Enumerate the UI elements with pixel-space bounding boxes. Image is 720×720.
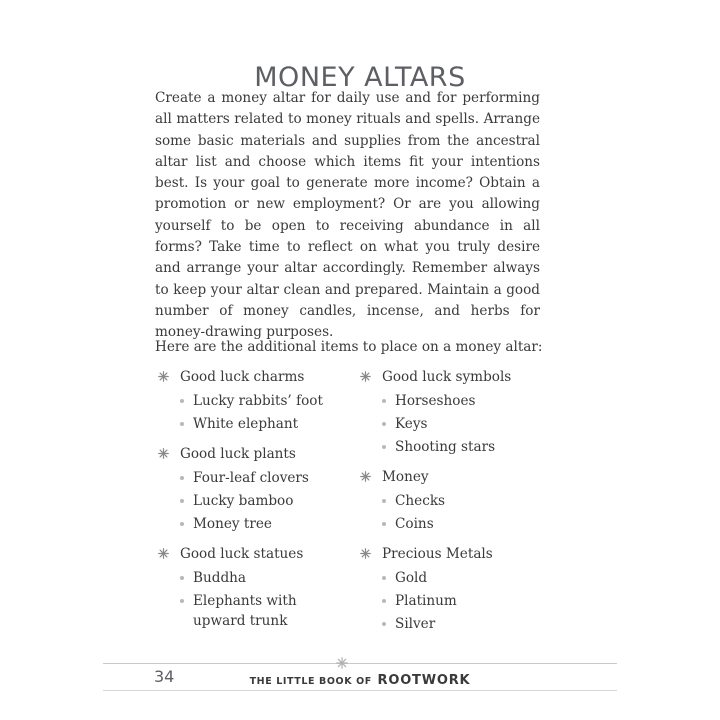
bullet-dot-icon: [180, 522, 184, 526]
list-item: [360, 491, 560, 511]
list-heading: [360, 366, 560, 389]
list-item-label: Lucky rabbits’ foot: [193, 393, 323, 409]
body-paragraph: Create a money altar for daily use and for performing all matters related to money rituals and spells. Arrange some basic materials and supplies from the ancestral altar list and choose which items fit your intentions best. Is your goal to generate more income? Obtain a promotion or new employment? Or are you allowing yourself to be open to receiving abundance in all forms? Take time to reflect on what you truly desire and arrange your altar accordingly. Remember always to keep your altar clean and prepared. Maintain a good number of money candles, incense, and herbs for money-drawing purposes.: [155, 90, 540, 341]
bullet-dot-icon: [382, 445, 386, 449]
list-heading: [360, 543, 560, 566]
sub-list: [158, 568, 348, 631]
list-item-label: Gold: [395, 570, 428, 586]
starburst-icon: [158, 448, 169, 459]
list-group: [360, 543, 560, 634]
list-item-label: Lucky bamboo: [193, 493, 294, 509]
list-item: [158, 568, 348, 588]
bullet-dot-icon: [180, 576, 184, 580]
running-head: [0, 669, 720, 688]
list-item: [360, 591, 560, 611]
running-head-prefix: THE LITTLE BOOK OF: [249, 676, 372, 687]
list-item-label: Platinum: [395, 593, 457, 609]
list-heading-label: Good luck plants: [180, 446, 296, 462]
list-group: [158, 366, 348, 434]
list-heading: [158, 443, 348, 466]
bullet-dot-icon: [180, 399, 184, 403]
bullet-dot-icon: [180, 476, 184, 480]
sub-list: [360, 491, 560, 534]
running-head-title: ROOTWORK: [377, 673, 471, 688]
list-item: [360, 614, 560, 634]
list-intro: Here are the additional items to place on a money altar:: [155, 339, 543, 355]
list-item: [360, 391, 560, 411]
bullet-dot-icon: [382, 522, 386, 526]
sub-list: [158, 391, 348, 434]
page-title: MONEY ALTARS: [254, 62, 466, 94]
bullet-dot-icon: [382, 499, 386, 503]
list-item: [158, 514, 348, 534]
list-item-label: Horseshoes: [395, 393, 476, 409]
sub-list: [360, 391, 560, 457]
list-item-label: Elephants with upward trunk: [193, 593, 297, 629]
page-number: 34: [154, 667, 175, 686]
bullet-dot-icon: [382, 422, 386, 426]
starburst-icon: [360, 471, 371, 482]
bullet-dot-icon: [382, 622, 386, 626]
list-group: [360, 366, 560, 457]
list-item-label: Silver: [395, 616, 436, 632]
starburst-icon: [336, 657, 348, 669]
footer-rule: [103, 663, 617, 664]
list-item-label: Coins: [395, 516, 434, 532]
footer-rule-bottom: [103, 690, 617, 691]
list-item-label: Shooting stars: [395, 439, 496, 455]
list-item-label: Money tree: [193, 516, 272, 532]
left-list-column: [158, 366, 348, 640]
list-item-label: Four-leaf clovers: [193, 470, 309, 486]
list-heading-label: Good luck symbols: [382, 369, 512, 385]
starburst-icon: [158, 548, 169, 559]
list-item: [158, 468, 348, 488]
list-group: [158, 443, 348, 534]
list-heading: [360, 466, 560, 489]
list-heading-label: Precious Metals: [382, 546, 493, 562]
list-item: [360, 514, 560, 534]
list-item: [158, 591, 303, 631]
list-item-label: Checks: [395, 493, 446, 509]
list-item-label: White elephant: [193, 416, 299, 432]
list-group: [158, 543, 348, 631]
bullet-dot-icon: [180, 499, 184, 503]
right-list-column: [360, 366, 560, 643]
list-item: [158, 414, 348, 434]
bullet-dot-icon: [382, 576, 386, 580]
list-item: [158, 391, 348, 411]
bullet-dot-icon: [382, 599, 386, 603]
list-item-label: Keys: [395, 416, 428, 432]
list-heading: [158, 543, 348, 566]
list-heading-label: Good luck charms: [180, 369, 305, 385]
list-group: [360, 466, 560, 534]
list-item: [360, 414, 560, 434]
sub-list: [360, 568, 560, 634]
list-item: [360, 568, 560, 588]
bullet-dot-icon: [180, 599, 184, 603]
list-item: [158, 491, 348, 511]
list-heading-label: Good luck statues: [180, 546, 304, 562]
sub-list: [158, 468, 348, 534]
bullet-dot-icon: [180, 422, 184, 426]
bullet-dot-icon: [382, 399, 386, 403]
starburst-icon: [360, 548, 371, 559]
list-heading-label: Money: [382, 469, 429, 485]
list-heading: [158, 366, 348, 389]
list-item-label: Buddha: [193, 570, 247, 586]
starburst-icon: [158, 371, 169, 382]
starburst-icon: [360, 371, 371, 382]
list-item: [360, 437, 560, 457]
